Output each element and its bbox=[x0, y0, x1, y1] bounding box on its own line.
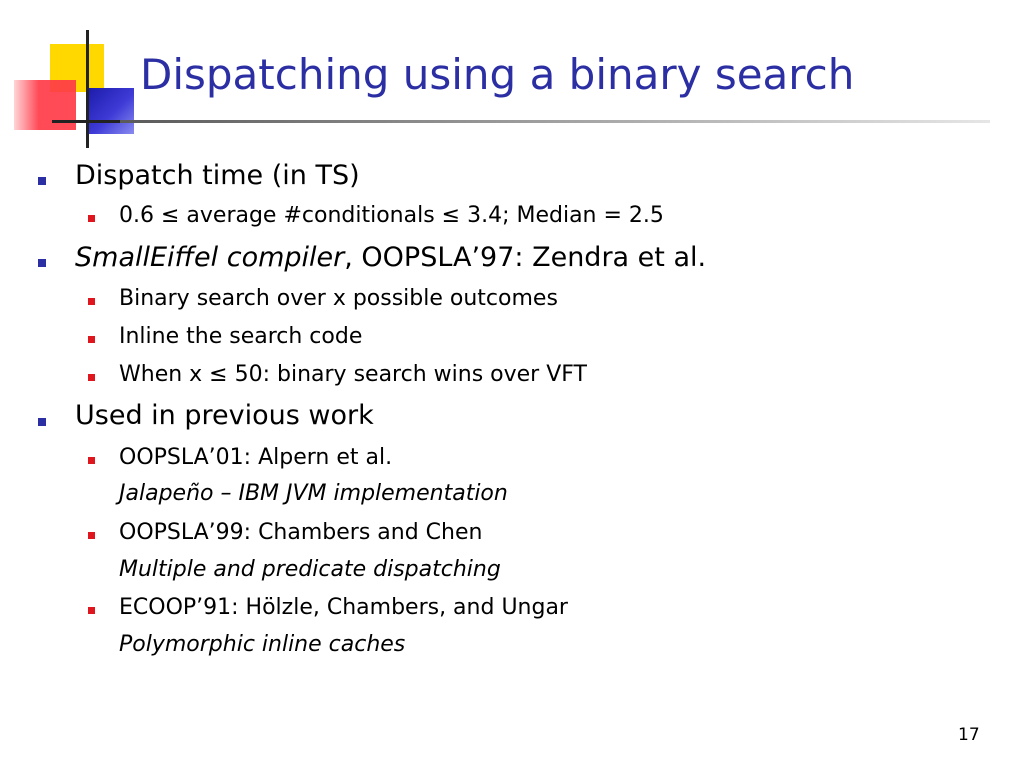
bullet-binary-search-wins: When x ≤ 50: binary search wins over VFT bbox=[119, 362, 587, 387]
bullet-inline-search-code: Inline the search code bbox=[119, 324, 363, 349]
oopsla97-text: , OOPSLA’97: Zendra et al. bbox=[344, 242, 707, 273]
smalleiffel-compiler-text: SmallEiffel compiler bbox=[75, 242, 345, 273]
bullet-square-icon bbox=[38, 418, 46, 426]
bullet-previous-work: Used in previous work bbox=[75, 400, 374, 431]
bullet-oopsla99: OOPSLA’99: Chambers and Chen bbox=[119, 520, 483, 545]
bullet-square-icon bbox=[88, 607, 95, 614]
predicate-dispatching-subline: Multiple and predicate dispatching bbox=[119, 557, 501, 582]
page-number: 17 bbox=[958, 725, 980, 745]
bullet-dispatch-time: Dispatch time (in TS) bbox=[75, 160, 360, 191]
bullet-ecoop91: ECOOP’91: Hölzle, Chambers, and Ungar bbox=[119, 595, 568, 620]
bullet-binary-search-outcomes: Binary search over x possible outcomes bbox=[119, 286, 558, 311]
polymorphic-caches-subline: Polymorphic inline caches bbox=[119, 632, 406, 657]
bullet-square-icon bbox=[88, 532, 95, 539]
bullet-smalleiffel bbox=[75, 242, 706, 273]
bullet-square-icon bbox=[38, 259, 46, 267]
bullet-square-icon bbox=[88, 298, 95, 305]
bullet-average-conditionals: 0.6 ≤ average #conditionals ≤ 3.4; Median = 2.5 bbox=[119, 203, 664, 228]
slide-title: Dispatching using a binary search bbox=[140, 50, 855, 99]
bullet-oopsla01: OOPSLA’01: Alpern et al. bbox=[119, 445, 393, 470]
bullet-square-icon bbox=[38, 177, 46, 185]
bullet-square-icon bbox=[88, 215, 95, 222]
bullet-square-icon bbox=[88, 374, 95, 381]
bullet-square-icon bbox=[88, 336, 95, 343]
bullet-square-icon bbox=[88, 457, 95, 464]
jalapeno-subline: Jalapeño – IBM JVM implementation bbox=[119, 481, 508, 506]
